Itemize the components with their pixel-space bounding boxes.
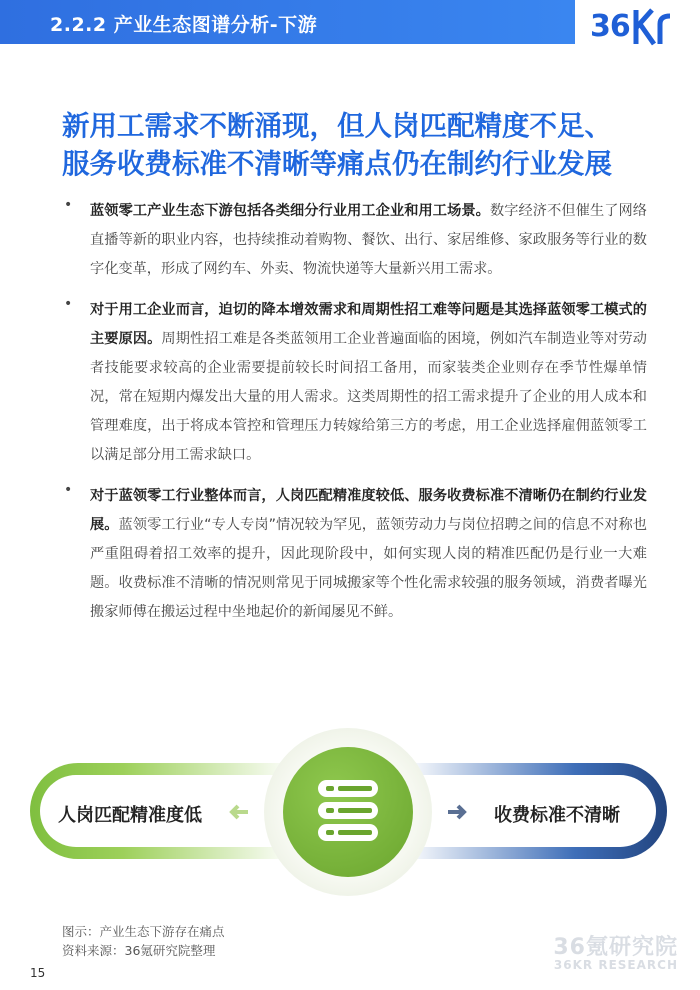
bullet-text	[90, 482, 647, 627]
bullet-marker: •	[64, 296, 73, 312]
database-icon	[316, 778, 380, 844]
logo-36kr	[590, 2, 690, 48]
arrow-left-icon	[224, 803, 250, 821]
bullet-body: 周期性招工难是各类蓝领用工企业普遍面临的困境，例如汽车制造业等对劳动者技能要求较高的企业需要提前较长时间招工备用，而家装类企业则存在季节性爆单情况，常在短期内爆发出大量的用人需求。这类周期性的招工需求提升了企业的用人成本和管理难度，出于将成本管控和管理压力转嫁给第三方的考虑，用工企业选择雇佣蓝领零工以满足部分用工需求缺口。	[90, 331, 647, 463]
pain-point-diagram	[0, 720, 700, 920]
svg-text:36: 36	[590, 9, 630, 44]
page-number: 15	[30, 966, 46, 980]
bullet-text	[90, 197, 647, 284]
watermark-en: 36KR RESEARCH	[553, 958, 678, 972]
bullet-body: 蓝领零工行业“专人专岗”情况较为罕见，蓝领劳动力与岗位招聘之间的信息不对称也严重阻碍着招工效率的提升，因此现阶段中，如何实现人岗的精准匹配仍是行业一大难题。收费标准不清晰的情况则常见于同城搬家等个性化需求较强的服务领域，消费者曝光搬家师傅在搬运过程中坐地起价的新闻屡见不鲜。	[90, 517, 647, 620]
watermark-cn: 36氪研究院	[553, 935, 678, 960]
bullet-item	[62, 482, 647, 627]
bullet-marker: •	[64, 197, 73, 213]
bullet-bold: 对于蓝领零工行业整体而言，人岗匹配精准度较低、服务收费标准不清晰仍在制约行业发展。	[90, 488, 647, 533]
logo-36kr-mark	[590, 2, 690, 48]
bullet-bold: 蓝领零工产业生态下游包括各类细分行业用工企业和用工场景。	[90, 203, 490, 219]
left-label: 人岗匹配精准度低	[58, 805, 202, 826]
bullet-bold: 对于用工企业而言，迫切的降本增效需求和周期性招工难等问题是其选择蓝领零工模式的主要原因。	[90, 302, 647, 347]
figure-caption	[62, 922, 225, 960]
arrow-right-icon	[446, 803, 472, 821]
bullet-list	[62, 197, 647, 639]
header-bar	[0, 0, 575, 44]
caption-source: 资料来源：36氪研究院整理	[62, 943, 216, 958]
bullet-item	[62, 197, 647, 284]
right-label: 收费标准不清晰	[494, 805, 620, 826]
caption-title: 图示：产业生态下游存在痛点	[62, 924, 225, 939]
headline-line-1: 新用工需求不断涌现，但人岗匹配精度不足、	[62, 110, 612, 142]
section-title: 2.2.2 产业生态图谱分析-下游	[50, 14, 318, 36]
bullet-text	[90, 296, 647, 470]
headline	[62, 107, 662, 183]
bullet-body: 数字经济不但催生了网络直播等新的职业内容，也持续推动着购物、餐饮、出行、家居维修、家政服务等行业的数字化变革，形成了网约车、外卖、物流快递等大量新兴用工需求。	[90, 203, 647, 277]
headline-line-2: 服务收费标准不清晰等痛点仍在制约行业发展	[62, 148, 612, 180]
bullet-marker: •	[64, 482, 73, 498]
bullet-item	[62, 296, 647, 470]
